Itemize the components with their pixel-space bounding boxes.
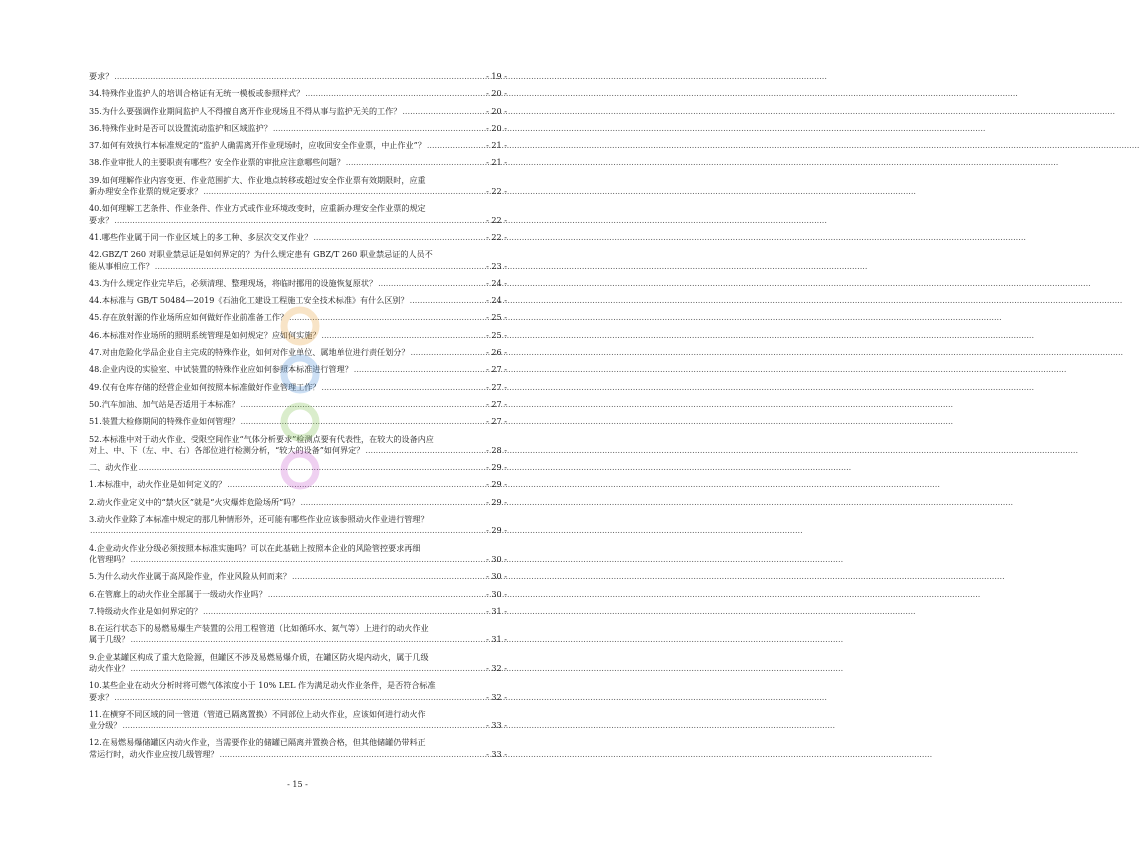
toc-entry-page: - 20 - xyxy=(486,88,507,99)
toc-entry-text: 47.对由危险化学品企业自主完成的特殊作业，如何对作业单位、属地单位进行责任划分？ xyxy=(89,347,410,358)
toc-entry-title: 11.在横穿不同区域的同一管道（管道已隔离置换）不同部位上动火作业，应该如何进行动火作 xyxy=(89,708,426,719)
dot-leader xyxy=(321,330,485,341)
toc-entry-text: 7.特级动火作业是如何界定的？ xyxy=(89,605,202,616)
dot-leader xyxy=(321,382,485,393)
toc-entry-title: 10.某些企业在动火分析时将可燃气体浓度小于 10% LEL 作为满足动火作业条件，是否符合标准 xyxy=(89,680,436,691)
dot-leader xyxy=(346,157,485,168)
toc-entry-title: 39.如何理解作业内容变更、作业范围扩大、作业地点转移或超过安全作业票有效期限时，应重 xyxy=(89,174,426,185)
toc-entry-row xyxy=(89,261,507,272)
toc-entry-row xyxy=(89,525,507,536)
toc-entry-row xyxy=(89,278,507,289)
toc-entry-text: 50.汽车加油、加气站是否适用于本标准？ xyxy=(89,398,240,409)
toc-entry[interactable] xyxy=(89,295,507,306)
toc-entry-page: - 30 - xyxy=(486,588,507,599)
toc-entry-text: 属于几级？ xyxy=(89,634,130,645)
toc-entry[interactable] xyxy=(89,462,507,473)
toc-entry-row xyxy=(89,399,507,410)
toc-entry-row xyxy=(89,445,507,456)
dot-leader xyxy=(90,525,485,536)
toc-entry-row xyxy=(89,312,507,323)
toc-entry-text: 业分级？ xyxy=(89,720,122,731)
toc-entry-text: 35.为什么要强调作业期间监护人不得擅自离开作业现场且不得从事与监护无关的工作？ xyxy=(89,105,402,116)
toc-entry-text: 对上、中、下（左、中、右）各部位进行检测分析，“较大的设备”如何界定？ xyxy=(89,444,365,455)
toc-entry-row xyxy=(89,140,507,151)
toc-entry[interactable] xyxy=(89,364,507,375)
toc-entry-text: 51.装置大检修期间的特殊作业如何管理？ xyxy=(89,416,240,427)
toc-entry-page: - 24 - xyxy=(486,295,507,306)
toc-entry[interactable] xyxy=(89,680,507,703)
toc-entry-row xyxy=(89,720,507,731)
toc-entry-page: - 31 - xyxy=(486,634,507,645)
toc-entry[interactable] xyxy=(89,737,507,760)
toc-entry[interactable] xyxy=(89,203,507,226)
toc-entry-text: 41.哪些作业属于同一作业区域上的多工种、多层次交叉作业？ xyxy=(89,231,313,242)
dot-leader xyxy=(130,634,485,645)
dot-leader xyxy=(365,445,485,456)
toc-entry-text: 要求？ xyxy=(89,691,114,702)
toc-entry-text: 46.本标准对作业场所的照明系统管理是如何规定？应如何实施？ xyxy=(89,329,321,340)
dot-leader xyxy=(114,692,485,703)
dot-leader xyxy=(240,416,485,427)
toc-entry-text: 新办理安全作业票的规定要求？ xyxy=(89,186,203,197)
dot-leader xyxy=(292,571,485,582)
toc-entry-row xyxy=(89,497,507,508)
toc-entry-page: - 28 - xyxy=(486,444,507,455)
toc-entry[interactable] xyxy=(89,330,507,341)
table-of-contents xyxy=(89,71,507,766)
toc-entry-title: 12.在易燃易爆储罐区内动火作业，当需要作业的储罐已隔离并置换合格，但其他储罐仍带料正 xyxy=(89,737,426,748)
toc-entry-row xyxy=(89,71,507,82)
toc-entry[interactable] xyxy=(89,652,507,675)
toc-entry-title: 42.GBZ/T 260 对职业禁忌证是如何界定的？为什么规定患有 GBZ/T 260 职业禁忌证的人员不 xyxy=(89,249,433,260)
toc-entry-title: 4.企业动火作业分级必须按照本标准实施吗？可以在此基础上按照本企业的风险管控要求再细 xyxy=(89,542,421,553)
toc-entry[interactable] xyxy=(89,278,507,289)
toc-entry-row xyxy=(89,364,507,375)
toc-entry-text: 1.本标准中，动火作业是如何定义的？ xyxy=(89,479,227,490)
toc-entry-page: - 20 - xyxy=(486,105,507,116)
toc-entry-text: 38.作业审批人的主要职责有哪些？安全作业票的审批应注意哪些问题？ xyxy=(89,157,345,168)
toc-entry-page: - 29 - xyxy=(486,462,507,473)
toc-entry-title: 9.企业某罐区构成了重大危险源，但罐区不涉及易燃易爆介质，在罐区防火堤内动火，属于几级 xyxy=(89,651,429,662)
dot-leader xyxy=(130,554,485,565)
toc-entry-page: - 32 - xyxy=(486,691,507,702)
toc-entry-row xyxy=(89,295,507,306)
toc-entry-page: - 33 - xyxy=(486,748,507,759)
toc-entry-page: - 31 - xyxy=(486,605,507,616)
toc-entry[interactable] xyxy=(89,514,507,537)
toc-entry[interactable] xyxy=(89,589,507,600)
toc-entry-row xyxy=(89,634,507,645)
toc-entry-page: - 19 - xyxy=(486,71,507,81)
toc-entry-page: - 25 - xyxy=(486,329,507,340)
toc-entry[interactable] xyxy=(89,479,507,490)
toc-entry-text: 5.为什么动火作业属于高风险作业，作业风险从何而来？ xyxy=(89,571,291,582)
dot-leader xyxy=(114,71,485,82)
toc-entry-page: - 22 - xyxy=(486,231,507,242)
dot-leader xyxy=(220,749,486,760)
toc-entry-row xyxy=(89,88,507,99)
toc-entry-page: - 29 - xyxy=(486,496,507,507)
dot-leader xyxy=(305,88,485,99)
toc-entry-page: - 27 - xyxy=(486,398,507,409)
toc-entry[interactable] xyxy=(89,347,507,358)
toc-entry[interactable] xyxy=(89,157,507,168)
toc-entry-row xyxy=(89,215,507,226)
dot-leader xyxy=(122,720,485,731)
dot-leader xyxy=(378,278,485,289)
dot-leader xyxy=(410,347,485,358)
toc-entry-title: 52.本标准中对于动火作业、受限空间作业“气体分析要求”检测点要有代表性，在较大的设备内应 xyxy=(89,433,434,444)
toc-entry-row xyxy=(89,554,507,565)
toc-entry[interactable] xyxy=(89,175,507,198)
toc-entry-text: 常运行时，动火作业应按几级管理？ xyxy=(89,748,219,759)
toc-entry[interactable] xyxy=(89,623,507,646)
toc-entry-text: 要求？ xyxy=(89,214,114,225)
toc-entry-text: 6.在管廊上的动火作业全部属于一级动火作业吗？ xyxy=(89,588,267,599)
dot-leader xyxy=(354,364,485,375)
toc-entry-page: - 27 - xyxy=(486,364,507,375)
dot-leader xyxy=(155,261,485,272)
toc-entry[interactable] xyxy=(89,709,507,732)
toc-entry[interactable] xyxy=(89,140,507,151)
toc-entry-page: - 21 - xyxy=(486,140,507,151)
toc-entry-text: 2.动火作业定义中的“禁火区”就是“火灾爆炸危险场所”吗？ xyxy=(89,496,300,507)
toc-entry-page: - 24 - xyxy=(486,277,507,288)
toc-entry-row xyxy=(89,123,507,134)
toc-entry-text: 能从事相应工作？ xyxy=(89,260,154,271)
toc-entry[interactable] xyxy=(89,606,507,617)
toc-entry[interactable] xyxy=(89,543,507,566)
toc-entry-page: - 27 - xyxy=(486,416,507,427)
toc-entry-text: 34.特殊作业监护人的培训合格证有无统一模板或参照样式？ xyxy=(89,88,305,99)
toc-entry-page: - 26 - xyxy=(486,347,507,358)
toc-entry[interactable] xyxy=(89,123,507,134)
toc-entry[interactable] xyxy=(89,497,507,508)
toc-entry[interactable] xyxy=(89,249,507,272)
toc-entry-page: - 21 - xyxy=(486,157,507,168)
toc-entry-row xyxy=(89,606,507,617)
toc-entry[interactable] xyxy=(89,71,507,82)
toc-entry[interactable] xyxy=(89,232,507,243)
dot-leader xyxy=(203,606,485,617)
dot-leader xyxy=(289,312,485,323)
toc-entry-page: - 29 - xyxy=(486,479,507,490)
dot-leader xyxy=(268,589,485,600)
toc-entry-text: 36.特殊作业时是否可以设置流动监护和区域监护？ xyxy=(89,122,272,133)
toc-entry-row xyxy=(89,692,507,703)
toc-entry-row xyxy=(89,589,507,600)
dot-leader xyxy=(114,215,485,226)
toc-entry-page: - 20 - xyxy=(486,122,507,133)
dot-leader xyxy=(300,497,485,508)
toc-entry-page: - 25 - xyxy=(486,312,507,323)
toc-entry-page: - 22 - xyxy=(486,186,507,197)
toc-entry-page: - 22 - xyxy=(486,214,507,225)
toc-entry-row xyxy=(89,106,507,117)
toc-entry-row xyxy=(89,382,507,393)
toc-entry[interactable] xyxy=(89,88,507,99)
dot-leader xyxy=(410,295,485,306)
toc-entry[interactable] xyxy=(89,399,507,410)
toc-entry-row xyxy=(89,462,507,473)
dot-leader xyxy=(427,140,485,151)
toc-entry-row xyxy=(89,749,507,760)
toc-entry-text: 45.存在放射源的作业场所应如何做好作业前准备工作？ xyxy=(89,312,289,323)
toc-entry-page: - 29 - xyxy=(486,525,507,536)
dot-leader xyxy=(203,186,485,197)
dot-leader xyxy=(313,232,485,243)
toc-entry-row xyxy=(89,157,507,168)
toc-entry-row xyxy=(89,232,507,243)
toc-entry-page: - 30 - xyxy=(486,553,507,564)
toc-entry-row xyxy=(89,186,507,197)
toc-entry-page: - 33 - xyxy=(486,720,507,731)
toc-entry[interactable] xyxy=(89,106,507,117)
toc-entry[interactable] xyxy=(89,382,507,393)
dot-leader xyxy=(402,106,485,117)
toc-entry-text: 37.如何有效执行本标准规定的“监护人确需离开作业现场时，应收回安全作业票，中止作业”？ xyxy=(89,140,426,151)
toc-entry-title: 3.动火作业除了本标准中规定的那几种情形外，还可能有哪些作业应该参照动火作业进行管理？ xyxy=(89,514,429,525)
toc-entry-text: 化管理吗？ xyxy=(89,553,130,564)
dot-leader xyxy=(240,399,485,410)
dot-leader xyxy=(227,479,485,490)
toc-entry-row xyxy=(89,416,507,427)
toc-entry-page: - 30 - xyxy=(486,571,507,582)
toc-entry-text: 动火作业？ xyxy=(89,662,130,673)
dot-leader xyxy=(273,123,485,134)
toc-entry-text: 43.为什么规定作业完毕后，必须清理、整理现场，将临时挪用的设施恢复原状？ xyxy=(89,277,378,288)
toc-entry-text: 49.仅有仓库存储的经营企业如何按照本标准做好作业管理工作？ xyxy=(89,381,321,392)
toc-entry-page: - 32 - xyxy=(486,662,507,673)
toc-entry-title: 40.如何理解工艺条件、作业条件、作业方式或作业环境改变时，应重新办理安全作业票的规定 xyxy=(89,203,426,214)
toc-entry-text: 44.本标准与 GB/T 50484—2019《石油化工建设工程施工安全技术标准》有什么区别？ xyxy=(89,295,409,306)
toc-entry-row xyxy=(89,663,507,674)
toc-entry-title: 8.在运行状态下的易燃易爆生产装置的公用工程管道（比如循环水、氮气等）上进行的动火作业 xyxy=(89,623,429,634)
toc-entry-text: 48.企业内设的实验室、中试装置的特殊作业应如何参照本标准进行管理？ xyxy=(89,364,353,375)
dot-leader xyxy=(130,663,485,674)
toc-entry-page: - 27 - xyxy=(486,381,507,392)
toc-entry-text: 要求？ xyxy=(89,71,114,81)
toc-entry[interactable] xyxy=(89,416,507,427)
toc-entry-page: - 23 - xyxy=(486,260,507,271)
toc-entry-row xyxy=(89,347,507,358)
page-number: - 15 - xyxy=(287,780,308,789)
toc-entry[interactable] xyxy=(89,434,507,457)
dot-leader xyxy=(139,462,486,473)
toc-entry-row xyxy=(89,330,507,341)
toc-entry-row xyxy=(89,479,507,490)
toc-entry-text: 二、动火作业 xyxy=(89,462,138,473)
toc-entry-row xyxy=(89,571,507,582)
toc-entry[interactable] xyxy=(89,571,507,582)
toc-entry[interactable] xyxy=(89,312,507,323)
